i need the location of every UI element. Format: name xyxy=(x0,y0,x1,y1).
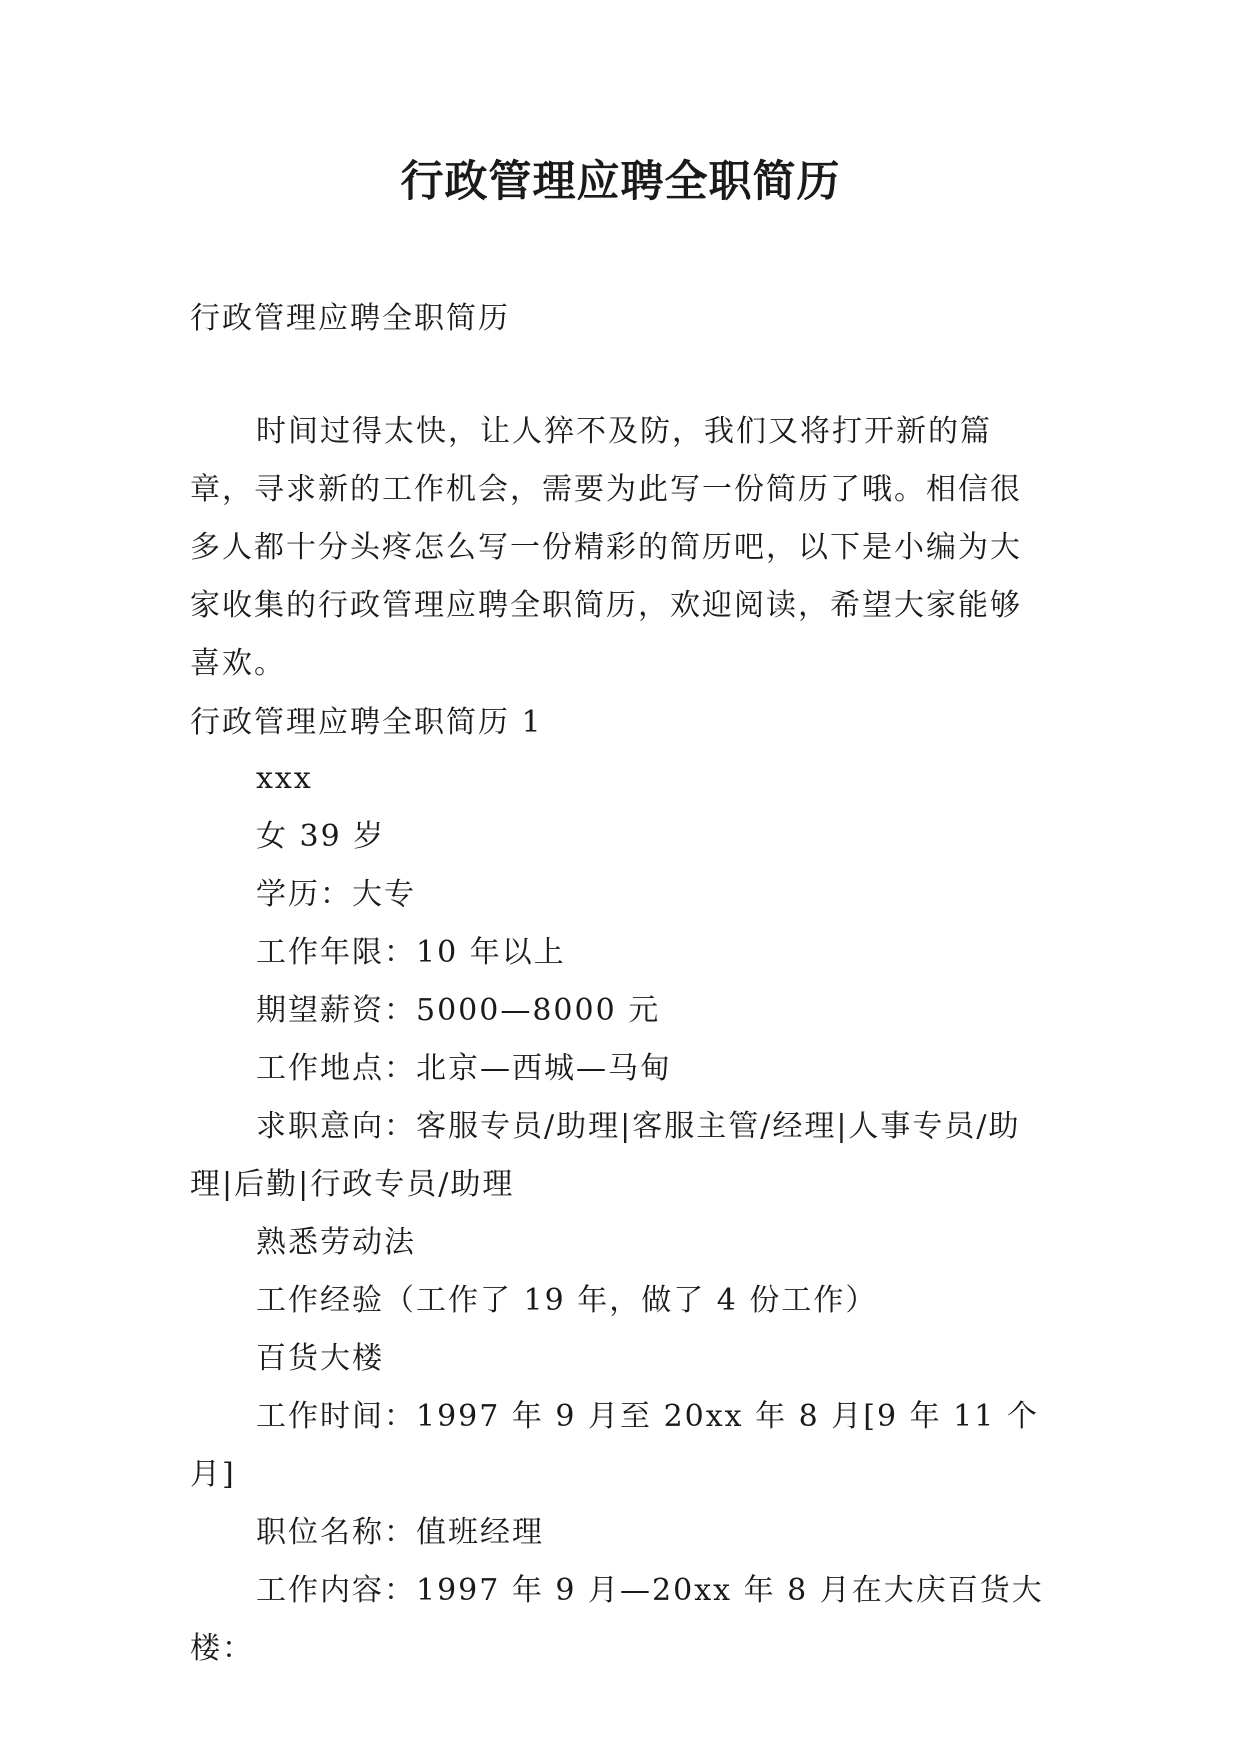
intro-paragraph: 时间过得太快，让人猝不及防，我们又将打开新的篇章，寻求新的工作机会，需要为此写一份简历了哦。相信很多人都十分头疼怎么写一份精彩的简历吧，以下是小编为大家收集的行政管理应聘全职简历，欢迎阅读，希望大家能够喜欢。 xyxy=(190,414,1022,681)
resume-experience-summary: 工作经验（工作了 19 年，做了 4 份工作） xyxy=(256,1283,878,1318)
resume-education: 学历：大专 xyxy=(256,877,416,912)
resume-details xyxy=(190,750,1050,1678)
resume-work-content: 工作内容：1997 年 9 月—20xx 年 8 月在大庆百货大楼： xyxy=(190,1573,1044,1666)
resume-expected-salary: 期望薪资：5000—8000 元 xyxy=(256,993,661,1028)
resume-work-location: 工作地点：北京—西城—马甸 xyxy=(256,1051,672,1086)
resume-work-period: 工作时间：1997 年 9 月至 20xx 年 8 月[9 年 11 个月] xyxy=(190,1399,1039,1492)
resume-skill: 熟悉劳动法 xyxy=(256,1225,416,1260)
resume-gender-age: 女 39 岁 xyxy=(256,819,386,854)
resume-years-of-work: 工作年限：10 年以上 xyxy=(256,935,566,970)
resume-job-intention: 求职意向：客服专员/助理|客服主管/经理|人事专员/助理|后勤|行政专员/助理 xyxy=(190,1109,1021,1202)
resume-employer: 百货大楼 xyxy=(256,1341,384,1376)
resume-section-heading: 行政管理应聘全职简历 1 xyxy=(190,705,543,740)
document-title: 行政管理应聘全职简历 xyxy=(400,157,841,207)
resume-position-title: 职位名称：值班经理 xyxy=(256,1515,544,1550)
resume-name: xxx xyxy=(256,761,313,796)
document-subtitle: 行政管理应聘全职简历 xyxy=(190,301,510,336)
